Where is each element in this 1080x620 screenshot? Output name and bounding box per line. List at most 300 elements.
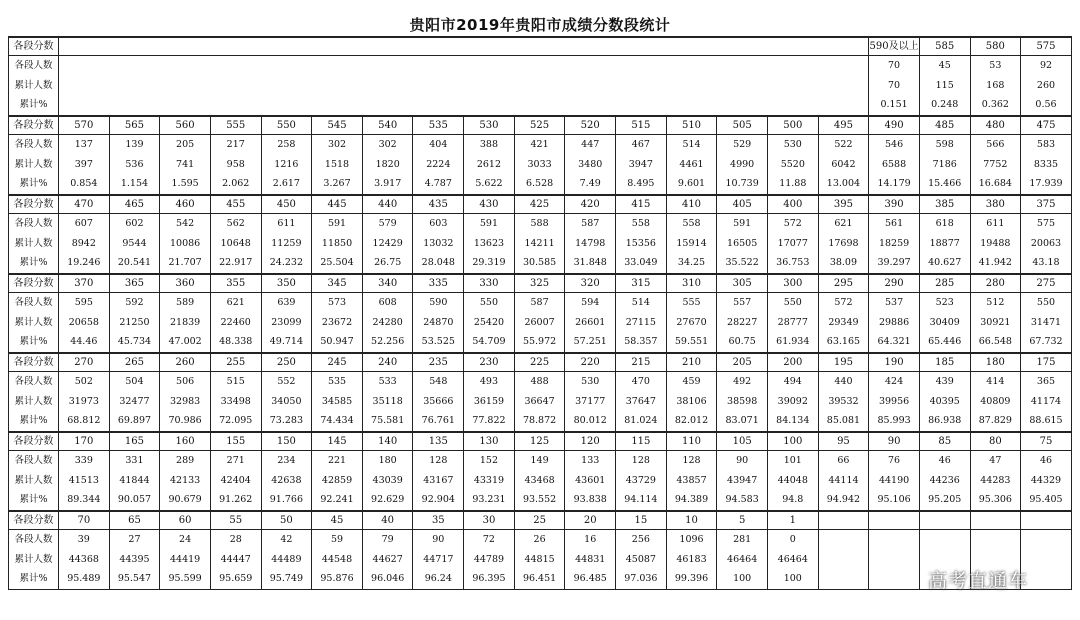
cumulative-value: 13623 [473, 237, 505, 249]
value-cell [869, 451, 920, 512]
score-cell [970, 511, 1021, 530]
score-cell: 155 [210, 432, 261, 451]
cumulative-value: 44831 [575, 553, 606, 565]
score-cell: 10 [666, 511, 717, 530]
value-cell [616, 214, 667, 275]
value-cell [666, 293, 717, 354]
count-value: 271 [226, 455, 245, 467]
cumulative-value: 24280 [372, 316, 403, 328]
value-cell [413, 135, 464, 196]
count-value: 388 [479, 139, 499, 151]
score-cell: 395 [818, 195, 869, 214]
cumulative-value: 31973 [68, 395, 99, 407]
score-cell: 190 [869, 353, 920, 372]
score-cell: 340 [362, 274, 413, 293]
percent-value: 80.012 [573, 415, 607, 427]
value-cell [210, 135, 261, 196]
cumulative-value: 44717 [423, 553, 454, 565]
count-value: 1096 [679, 534, 704, 546]
score-cell: 555 [210, 116, 261, 135]
score-header-row [9, 432, 1072, 451]
percent-value: 65.446 [928, 336, 962, 348]
cumulative-value: 536 [125, 158, 144, 170]
percent-value: 91.262 [219, 494, 253, 506]
value-cell [109, 530, 160, 590]
score-data-row [9, 530, 1072, 590]
percent-value: 5.622 [475, 178, 503, 190]
score-cell: 370 [59, 274, 110, 293]
value-cell [109, 293, 160, 354]
score-cell: 245 [312, 353, 363, 372]
cumulative-value: 10086 [169, 237, 201, 249]
cumulative-value: 31471 [1030, 316, 1062, 328]
cumulative-value: 28227 [727, 316, 758, 328]
score-cell: 295 [818, 274, 869, 293]
score-row-label: 各段分数 [9, 37, 59, 56]
score-distribution-table [8, 36, 1072, 590]
count-value: 512 [986, 297, 1005, 309]
percent-value: 40.627 [928, 257, 962, 269]
score-cell: 235 [413, 353, 464, 372]
value-cell [1021, 135, 1072, 196]
percent-value: 16.684 [978, 178, 1012, 190]
cumulative-value: 33498 [220, 395, 251, 407]
count-value: 217 [226, 139, 245, 151]
percent-value: 9.601 [677, 178, 706, 190]
percent-value: 45.734 [117, 336, 152, 348]
cumulative-value: 741 [176, 158, 195, 170]
cumulative-label: 累计人数 [14, 79, 53, 91]
value-cell [1021, 530, 1072, 590]
value-cell [413, 372, 464, 433]
score-cell: 420 [565, 195, 616, 214]
cumulative-value: 46464 [777, 553, 808, 565]
percent-value: 0.854 [70, 178, 98, 190]
cumulative-value: 43947 [727, 474, 758, 486]
count-label: 各段人数 [14, 60, 53, 72]
percent-value: 86.938 [928, 415, 962, 427]
count-value: 594 [581, 297, 600, 309]
count-value: 28 [229, 534, 242, 546]
value-cell [717, 135, 768, 196]
score-cell: 490 [869, 116, 920, 135]
value-cell [818, 293, 869, 354]
count-value: 302 [327, 139, 347, 151]
percent-value: 28.048 [421, 257, 455, 269]
count-value: 365 [1036, 376, 1056, 388]
count-value: 515 [226, 376, 245, 388]
cumulative-label: 累计人数 [14, 474, 53, 486]
value-cell [616, 293, 667, 354]
score-header-row [9, 274, 1072, 293]
percent-value: 96.24 [424, 573, 452, 585]
cumulative-value: 958 [226, 158, 245, 170]
score-cell: 385 [919, 195, 970, 214]
cumulative-value: 1216 [274, 158, 299, 170]
score-cell: 120 [565, 432, 616, 451]
value-cell [514, 451, 565, 512]
value-cell [514, 214, 565, 275]
score-cell: 550 [261, 116, 312, 135]
score-cell: 475 [1021, 116, 1072, 135]
cumulative-value: 44627 [372, 553, 403, 565]
cumulative-value: 1820 [375, 158, 400, 170]
count-value: 76 [888, 455, 901, 467]
count-value: 603 [429, 218, 448, 230]
value-cell [1021, 56, 1072, 117]
percent-value: 11.88 [779, 178, 807, 190]
percent-value: 2.617 [272, 178, 300, 190]
score-cell: 195 [818, 353, 869, 372]
percent-value: 1.154 [120, 178, 149, 190]
value-cell [109, 135, 160, 196]
score-cell: 85 [919, 432, 970, 451]
cumulative-value: 22460 [220, 316, 251, 328]
percent-value: 7.49 [579, 178, 601, 190]
score-cell: 525 [514, 116, 565, 135]
percent-value: 14.179 [877, 178, 911, 190]
cumulative-value: 44329 [1030, 474, 1062, 486]
count-value: 591 [327, 218, 347, 230]
percent-value: 94.942 [826, 494, 861, 506]
cumulative-value: 35118 [372, 395, 403, 407]
percent-value: 77.822 [472, 415, 506, 427]
cumulative-value: 18259 [878, 237, 910, 249]
score-cell [1021, 511, 1072, 530]
cumulative-value: 45087 [625, 553, 656, 565]
percent-value: 19.246 [67, 257, 101, 269]
score-cell: 265 [109, 353, 160, 372]
value-cell [464, 135, 515, 196]
count-value: 101 [783, 455, 802, 467]
value-cell [616, 451, 667, 512]
cumulative-value: 70 [888, 79, 901, 91]
data-row-labels [9, 293, 59, 354]
value-cell [818, 451, 869, 512]
score-cell: 125 [514, 432, 565, 451]
percent-value: 34.25 [677, 257, 706, 269]
percent-value: 31.848 [573, 257, 607, 269]
score-cell: 230 [464, 353, 515, 372]
count-value: 523 [935, 297, 954, 309]
score-header-row [9, 195, 1072, 214]
cumulative-value: 44190 [878, 474, 910, 486]
percent-value: 50.947 [320, 336, 354, 348]
value-cell [565, 293, 616, 354]
percent-value: 64.321 [877, 336, 911, 348]
score-cell: 130 [464, 432, 515, 451]
count-value: 70 [888, 60, 901, 72]
count-value: 79 [381, 534, 394, 546]
data-row-labels [9, 56, 59, 117]
score-cell: 255 [210, 353, 261, 372]
count-value: 621 [226, 297, 245, 309]
count-value: 566 [986, 139, 1005, 151]
value-cell [261, 372, 312, 433]
percent-value: 96.395 [472, 573, 506, 585]
score-cell: 390 [869, 195, 920, 214]
score-header-row [9, 37, 1072, 56]
cumulative-value: 42133 [169, 474, 201, 486]
value-cell [869, 56, 920, 117]
score-cell: 345 [312, 274, 363, 293]
score-cell: 180 [970, 353, 1021, 372]
count-value: 152 [479, 455, 499, 467]
score-cell: 535 [413, 116, 464, 135]
count-value: 522 [834, 139, 853, 151]
count-value: 557 [733, 297, 752, 309]
value-cell [869, 372, 920, 433]
cumulative-value: 42859 [321, 474, 353, 486]
cumulative-value: 34050 [271, 395, 302, 407]
cumulative-value: 43039 [372, 474, 403, 486]
score-data-row [9, 56, 1072, 117]
count-value: 546 [885, 139, 904, 151]
score-cell: 240 [362, 353, 413, 372]
value-cell [565, 214, 616, 275]
cumulative-value: 36159 [473, 395, 505, 407]
count-value: 595 [74, 297, 93, 309]
score-cell: 30 [464, 511, 515, 530]
percent-value: 85.993 [877, 415, 911, 427]
cumulative-label: 累计人数 [14, 553, 53, 565]
percent-value: 57.251 [573, 336, 607, 348]
cumulative-value [1021, 550, 1071, 570]
count-value: 470 [631, 376, 650, 388]
count-value: 550 [783, 297, 802, 309]
percent-value: 94.8 [782, 494, 804, 506]
cumulative-value: 18877 [929, 237, 960, 249]
count-value: 149 [530, 455, 549, 467]
score-data-row [9, 293, 1072, 354]
percent-value: 49.714 [269, 336, 303, 348]
value-cell [970, 372, 1021, 433]
cumulative-value: 3033 [527, 158, 552, 170]
percent-value: 95.306 [978, 494, 1012, 506]
cumulative-value: 44815 [524, 553, 555, 565]
score-cell: 585 [919, 37, 970, 56]
count-value: 90 [736, 455, 749, 467]
count-value: 611 [277, 218, 296, 230]
score-cell: 210 [666, 353, 717, 372]
percent-value: 0.151 [880, 99, 908, 111]
value-cell [767, 293, 818, 354]
score-data-row [9, 135, 1072, 196]
count-label: 各段人数 [14, 534, 53, 546]
cumulative-value: 44114 [828, 474, 859, 486]
cumulative-value: 20063 [1030, 237, 1062, 249]
score-row-label: 各段分数 [9, 432, 59, 451]
score-cell: 50 [261, 511, 312, 530]
percent-value: 13.004 [826, 178, 861, 190]
score-cell: 95 [818, 432, 869, 451]
percent-value: 96.485 [573, 573, 607, 585]
value-cell [1021, 214, 1072, 275]
percent-value: 0.248 [931, 99, 959, 111]
value-cell [767, 372, 818, 433]
cumulative-value: 37177 [575, 395, 606, 407]
percent-value: 3.267 [323, 178, 351, 190]
value-cell [919, 372, 970, 433]
score-data-row [9, 214, 1072, 275]
percent-value: 94.583 [725, 494, 759, 506]
value-cell [514, 372, 565, 433]
value-cell [109, 451, 160, 512]
cumulative-value: 40395 [929, 395, 960, 407]
value-cell [210, 372, 261, 433]
percent-value: 48.338 [219, 336, 253, 348]
cumulative-value: 41844 [119, 474, 150, 486]
percent-value: 81.024 [624, 415, 658, 427]
count-value: 579 [378, 218, 397, 230]
percent-value: 29.319 [472, 257, 506, 269]
count-value: 459 [682, 376, 701, 388]
cumulative-label: 累计人数 [14, 237, 53, 249]
count-value [819, 530, 869, 550]
value-cell [362, 214, 413, 275]
cumulative-value: 23672 [321, 316, 353, 328]
count-value: 558 [631, 218, 650, 230]
cumulative-value: 115 [935, 79, 954, 91]
cumulative-value: 44048 [777, 474, 808, 486]
score-cell: 360 [160, 274, 211, 293]
percent-value: 58.357 [624, 336, 658, 348]
value-cell [717, 451, 768, 512]
cumulative-value: 43729 [625, 474, 656, 486]
percent-value: 0.56 [1035, 99, 1057, 111]
count-value: 621 [834, 218, 853, 230]
cumulative-value: 11259 [271, 237, 302, 249]
score-cell: 145 [312, 432, 363, 451]
score-cell: 540 [362, 116, 413, 135]
percent-value: 95.599 [168, 573, 202, 585]
score-cell: 15 [616, 511, 667, 530]
count-value: 548 [429, 376, 448, 388]
score-cell: 20 [565, 511, 616, 530]
value-cell [261, 214, 312, 275]
count-value: 46 [938, 455, 951, 467]
cumulative-value: 39532 [828, 395, 859, 407]
count-value: 530 [581, 376, 600, 388]
count-value [920, 530, 970, 550]
score-header-row [9, 511, 1072, 530]
value-cell [869, 530, 920, 590]
cumulative-value: 7186 [932, 158, 957, 170]
value-cell [413, 530, 464, 590]
data-row-labels [9, 530, 59, 590]
value-cell [413, 214, 464, 275]
value-cell [970, 451, 1021, 512]
percent-value: 69.897 [117, 415, 152, 427]
percent-label: 累计% [19, 99, 48, 111]
score-cell: 485 [919, 116, 970, 135]
percent-value: 72.095 [219, 415, 253, 427]
count-value: 550 [479, 297, 499, 309]
count-value: 530 [783, 139, 802, 151]
count-value: 607 [74, 218, 93, 230]
percent-value: 82.012 [674, 415, 709, 427]
cumulative-value: 15914 [676, 237, 707, 249]
cumulative-value: 13032 [423, 237, 454, 249]
count-value: 24 [179, 534, 192, 546]
score-cell: 400 [767, 195, 818, 214]
score-cell: 510 [666, 116, 717, 135]
percent-value: 100 [733, 573, 752, 585]
value-cell [666, 530, 717, 590]
percent-value: 20.541 [117, 257, 152, 269]
percent-value: 63.165 [826, 336, 861, 348]
value-cell [767, 530, 818, 590]
percent-value: 4.787 [424, 178, 452, 190]
score-cell: 40 [362, 511, 413, 530]
cumulative-value: 26601 [575, 316, 606, 328]
cumulative-value: 44789 [473, 553, 505, 565]
cumulative-value: 397 [74, 158, 93, 170]
score-cell: 325 [514, 274, 565, 293]
score-cell: 175 [1021, 353, 1072, 372]
score-cell: 1 [767, 511, 818, 530]
count-value: 39 [77, 534, 90, 546]
score-cell: 110 [666, 432, 717, 451]
percent-value: 30.585 [522, 257, 557, 269]
cumulative-value [869, 550, 919, 570]
count-value: 493 [479, 376, 499, 388]
score-cell: 45 [312, 511, 363, 530]
cumulative-value: 23099 [271, 316, 302, 328]
count-value: 488 [530, 376, 549, 388]
value-cell [59, 135, 110, 196]
percent-value: 3.917 [374, 178, 402, 190]
cumulative-value: 26007 [524, 316, 555, 328]
cumulative-value: 44368 [68, 553, 99, 565]
score-cell: 425 [514, 195, 565, 214]
percent-value: 90.679 [168, 494, 202, 506]
score-cell: 480 [970, 116, 1021, 135]
count-value: 133 [581, 455, 600, 467]
percent-value: 96.451 [522, 573, 557, 585]
cumulative-value: 19488 [980, 237, 1011, 249]
page-title: 贵阳市2019年贵阳市成绩分数段统计 [409, 16, 671, 34]
score-cell: 280 [970, 274, 1021, 293]
percent-value: 59.551 [674, 336, 709, 348]
cumulative-value: 17077 [777, 237, 808, 249]
count-value: 16 [584, 534, 597, 546]
value-cell [869, 293, 920, 354]
cumulative-value: 39092 [777, 395, 808, 407]
count-value: 558 [682, 218, 701, 230]
cumulative-value: 38106 [676, 395, 707, 407]
count-value: 128 [631, 455, 650, 467]
value-cell [312, 530, 363, 590]
score-cell: 335 [413, 274, 464, 293]
score-cell: 405 [717, 195, 768, 214]
value-cell [160, 372, 211, 433]
value-cell [970, 214, 1021, 275]
score-row-label: 各段分数 [9, 116, 59, 135]
score-cell: 165 [109, 432, 160, 451]
value-cell [869, 214, 920, 275]
score-cell: 440 [362, 195, 413, 214]
value-cell [160, 214, 211, 275]
count-value: 588 [530, 218, 549, 230]
count-value: 331 [125, 455, 144, 467]
percent-value: 85.081 [826, 415, 861, 427]
value-cell [362, 135, 413, 196]
count-value: 611 [986, 218, 1005, 230]
cumulative-value: 32983 [169, 395, 201, 407]
count-value: 514 [631, 297, 650, 309]
value-cell [59, 530, 110, 590]
